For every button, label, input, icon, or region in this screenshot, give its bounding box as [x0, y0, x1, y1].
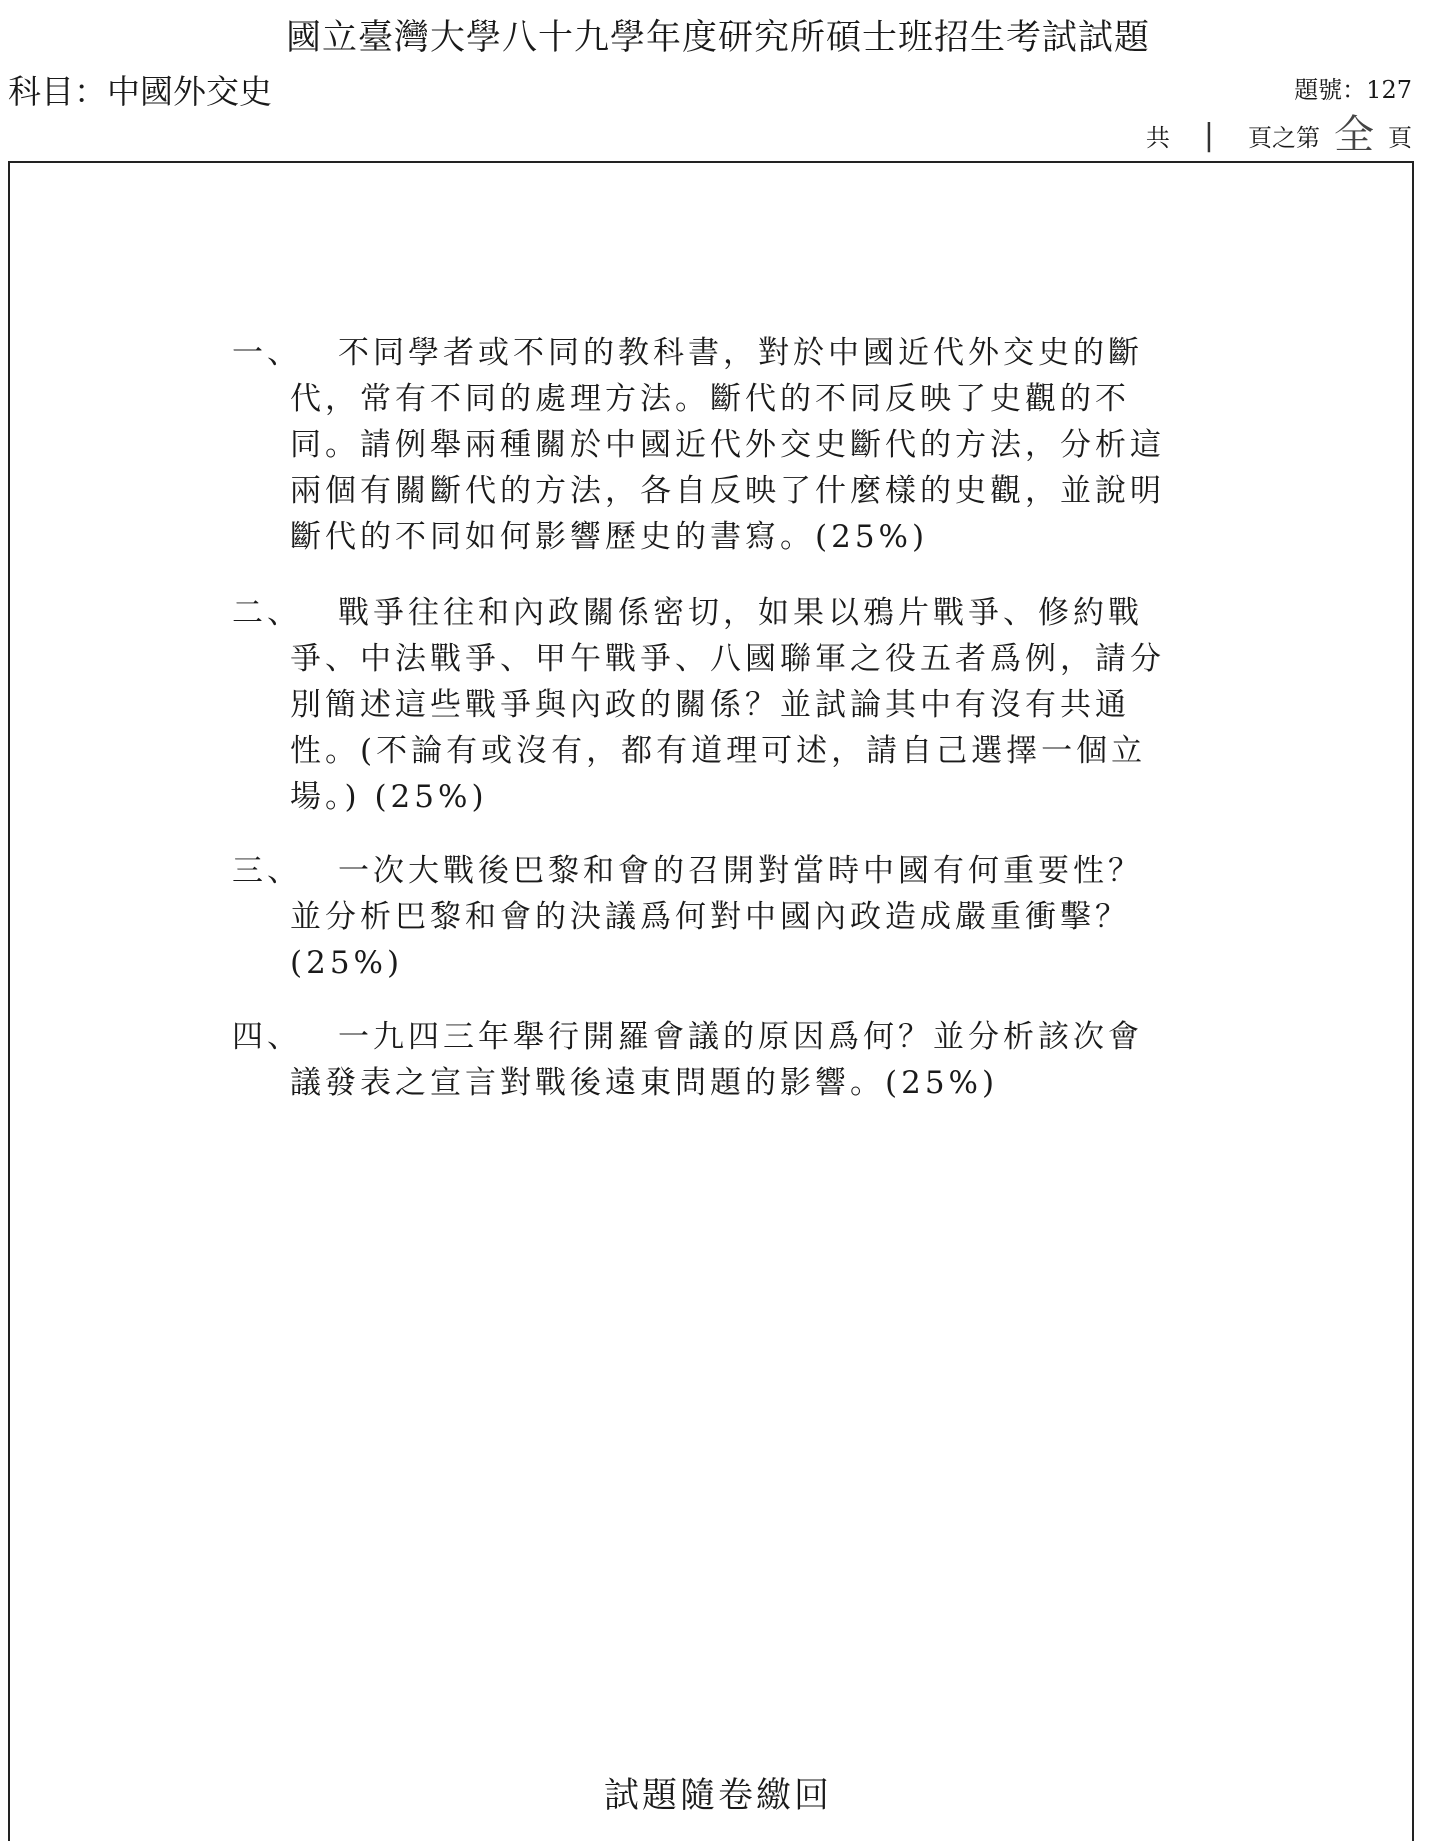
page-middle: 頁之第	[1248, 123, 1320, 152]
exam-subject: 科目：中國外交史	[8, 72, 272, 111]
question-label: 一、	[232, 335, 302, 371]
page-suffix: 頁	[1388, 123, 1412, 152]
question-label: 二、	[232, 595, 302, 631]
exam-title: 國立臺灣大學八十九學年度研究所碩士班招生考試試題	[285, 18, 1150, 58]
question-item	[232, 590, 1172, 820]
page-count	[1145, 112, 1412, 158]
question-text: 一次大戰後巴黎和會的召開對當時中國有何重要性？並分析巴黎和會的決議爲何對中國內政造成嚴重衝擊？ (25%)	[290, 853, 1143, 981]
question-item	[232, 848, 1172, 986]
question-label: 三、	[232, 853, 302, 889]
page-prefix: 共	[1145, 123, 1170, 152]
question-item	[232, 330, 1172, 560]
question-number: 題號：127	[1294, 76, 1412, 104]
question-item	[232, 1014, 1172, 1106]
return-notice: 試題隨卷繳回	[603, 1776, 832, 1816]
question-label: 四、	[232, 1019, 302, 1055]
question-text: 一九四三年舉行開羅會議的原因爲何？並分析該次會議發表之宣言對戰後遠東問題的影響。(25%)	[290, 1019, 1143, 1101]
total-pages: |	[1203, 117, 1214, 153]
question-text: 戰爭往往和內政關係密切，如果以鴉片戰爭、修約戰爭、中法戰爭、甲午戰爭、八國聯軍之役五者爲例，請分別簡述這些戰爭與內政的關係？並試論其中有沒有共通性。(不論有或沒有，都有道理可述，請自己選擇一個立場。) (25%)	[290, 595, 1165, 815]
current-page: 全	[1334, 112, 1374, 158]
question-text: 不同學者或不同的教科書，對於中國近代外交史的斷代，常有不同的處理方法。斷代的不同反映了史觀的不同。請例舉兩種關於中國近代外交史斷代的方法，分析這兩個有關斷代的方法，各自反映了什麼樣的史觀，並說明斷代的不同如何影響歷史的書寫。(25%)	[290, 335, 1165, 555]
